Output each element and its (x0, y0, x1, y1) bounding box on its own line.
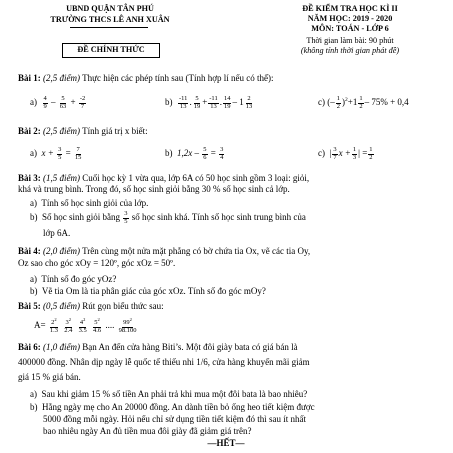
q2-c-frac3 (368, 147, 373, 161)
q1-a-f1d: 9 (43, 102, 47, 110)
q1-label: Bài 1: (18, 73, 41, 83)
q1-c-f1n: 1 (336, 95, 340, 102)
q5-n2: $3^2$ (65, 317, 72, 327)
q2-prompt: Tính giá trị x biết: (82, 126, 148, 136)
q3-line1 (18, 173, 309, 183)
q2-b-frac2 (219, 147, 224, 161)
q4-a-text: Tính số đo góc yOz? (41, 274, 117, 284)
q5-expression (34, 318, 138, 334)
q2-c-f3d: 2 (369, 153, 373, 161)
q5-d1: 1.3 (49, 326, 58, 334)
q1-b-f5d: 13 (245, 102, 253, 110)
q2-a-f2n: 7 (76, 146, 80, 153)
q1-prompt: Thực hiện các phép tính sau (Tính hợp lí nếu có thể): (82, 73, 274, 83)
q1-b-f1d: 13 (179, 102, 187, 110)
q3-b-t2: số học sinh khá. Tính số học sinh trung bình của (131, 212, 306, 223)
q2-a-frac1 (57, 147, 62, 161)
q4-b-label: b) (30, 286, 38, 296)
q5-frac1 (49, 318, 59, 334)
q1-c-t3: +1 (347, 97, 358, 108)
q1-b-t2: + (202, 97, 208, 108)
q1-b-frac2 (193, 96, 202, 110)
q2-label: Bài 2: (18, 126, 41, 136)
q1-b-frac3 (208, 96, 218, 110)
q6-part-b (30, 402, 315, 412)
q1-b-f5n: 2 (247, 95, 251, 102)
q6-b-line3: bao nhiêu ngày An đủ tiền mua đôi giày đã giảm giá trên? (43, 426, 252, 436)
q5-d2: 2.4 (64, 326, 73, 334)
q2-part-b (165, 147, 225, 161)
q1-a-f2n: 5 (61, 95, 65, 102)
q4-points: (2,0 điểm) (43, 246, 81, 256)
q1-a-op1: – (51, 97, 56, 108)
q1-b-frac1 (178, 96, 188, 110)
q1-b-label: b) (165, 97, 173, 108)
q5-label: Bài 5: (18, 301, 41, 311)
q2-a-f1n: 3 (58, 146, 62, 153)
exam-duration: Thời gian làm bài: 90 phút (306, 36, 394, 45)
q5-n3: $4^2$ (79, 317, 86, 327)
q3-b-frac (123, 211, 128, 225)
q1-part-a (30, 96, 87, 110)
school-district: UBND QUẬN TÂN PHÚ (66, 4, 154, 13)
subject-grade: MÔN: TOÁN - LỚP 6 (311, 24, 389, 33)
q6-b-line1: Hằng ngày mẹ cho An 20000 đồng. An dành tiền bỏ ống heo tiết kiệm được (42, 402, 315, 412)
official-exam-box: ĐỀ CHÍNH THỨC (62, 43, 160, 58)
q4-label: Bài 4: (18, 246, 41, 256)
q1-a-label: a) (30, 97, 37, 108)
q2-a-f1d: 5 (58, 153, 62, 161)
q6-line3: giá 15 % giá bán. (18, 372, 81, 382)
q5-n4: $5^2$ (94, 317, 100, 327)
q1-a-frac1 (43, 96, 48, 110)
q2-c-t3: | = (358, 148, 368, 159)
q3-part-b (30, 211, 306, 225)
exam-title: ĐỀ KIỂM TRA HỌC KÌ II (302, 4, 398, 13)
q2-a-frac2 (74, 147, 83, 161)
q2-b-t2: = (210, 148, 216, 159)
q4-a-label: a) (30, 274, 37, 284)
q3-b-fn: 3 (124, 210, 128, 217)
q1-a-f1n: 4 (43, 95, 47, 102)
q5-n5: $99^2$ (123, 317, 132, 327)
q2-b-f1n: 5 (203, 146, 207, 153)
q1-c-frac2 (358, 96, 363, 110)
q2-c-f3n: 1 (369, 146, 373, 153)
q2-part-c (318, 147, 375, 161)
q1-b-t1: . (189, 97, 192, 108)
q2-c-t1: | (329, 148, 332, 159)
q4-part-b (30, 286, 266, 296)
q1-c-f1d: 2 (336, 102, 340, 110)
q2-c-t2: x + (338, 148, 351, 159)
q1-c-t1: (– (327, 97, 335, 108)
q2-part-a (30, 147, 83, 161)
q2-points: (2,5 điểm) (43, 126, 81, 136)
q2-b-label: b) (165, 148, 173, 159)
q3-b-label: b) (30, 212, 38, 223)
exam-duration-note: (không tính thời gian phát đề) (300, 46, 400, 55)
q2-a-t1: x + (41, 148, 54, 159)
q5-n1: $2^2$ (51, 317, 57, 327)
q1-a-f3n: -2 (79, 95, 86, 102)
q1-points: (2,5 điểm) (43, 73, 81, 83)
q5-frac4 (92, 318, 102, 334)
q1-b-f3d: 13 (210, 102, 217, 110)
q1-c-f2n: 1 (359, 95, 363, 102)
q5-prompt: Rút gọn biểu thức sau: (82, 301, 164, 311)
q4-part-a (30, 274, 116, 284)
q5-d4: 4.6 (92, 326, 102, 334)
q5-dots: .... (105, 320, 115, 331)
q1-b-f2d: 19 (193, 102, 201, 110)
q1-b-frac5 (245, 96, 254, 110)
q1-b-f4n: 14 (223, 95, 231, 102)
q1-a-op2: + (70, 97, 76, 108)
q6-b-line2: 5000 đồng mỗi ngày. Hỏi nếu chỉ sử dụng tiền tiết kiệm đó thì sau ít nhất (43, 414, 307, 424)
q1-a-frac2 (59, 96, 68, 110)
q3-text1: Cuối học kỳ 1 vừa qua, lớp 6A có 50 học sinh gồm 3 loại: giỏi, (82, 173, 310, 183)
q2-b-f2n: 3 (220, 146, 224, 153)
q1-b-f4d: 19 (223, 102, 231, 110)
q5-frac3 (78, 318, 88, 334)
q2-a-t2: = (65, 148, 71, 159)
q1-c-f2d: 2 (359, 102, 363, 110)
q1-heading (18, 73, 273, 83)
q6-line1 (18, 342, 298, 352)
q4-line1 (18, 246, 310, 256)
q3-a-label: a) (30, 198, 37, 208)
q2-b-f2d: 4 (220, 153, 224, 161)
school-year: NĂM HỌC: 2019 - 2020 (307, 14, 393, 23)
q3-b-fd: 5 (124, 217, 128, 225)
q1-b-frac4 (223, 96, 232, 110)
q6-label: Bài 6: (18, 342, 41, 352)
header-underline (70, 27, 148, 28)
q2-c-f2d: 3 (352, 153, 357, 161)
q1-c-exp: 2 (345, 97, 348, 104)
q1-a-f3d: 7 (80, 102, 85, 110)
q5-points: (0,5 điểm) (43, 301, 81, 311)
q6-a-label: a) (30, 389, 37, 399)
q1-c-t4: – 75% + 0,4 (364, 97, 409, 108)
q2-c-frac2 (352, 147, 357, 161)
q5-heading (18, 301, 164, 311)
q1-a-frac3 (79, 96, 86, 110)
q5-d3: 3.5 (78, 326, 87, 334)
q2-c-f1d: 7 (333, 153, 337, 161)
q3-b-line2: lớp 6A. (43, 228, 71, 238)
q3-a-text: Tính số học sinh giỏi của lớp. (41, 198, 149, 208)
q1-part-c (318, 96, 409, 110)
q1-part-b (165, 96, 254, 110)
q4-text1: Trên cùng một nửa mặt phẳng có bờ chứa tia Ox, vẽ các tia Oy, (82, 246, 311, 256)
q1-a-f2d: 63 (59, 102, 67, 110)
q4-line2: Oz sao cho góc xOy = 120º, góc xOz = 50º. (18, 258, 176, 268)
q2-a-f2d: 15 (74, 153, 82, 161)
q1-c-label: c) (318, 97, 325, 108)
q6-b-label: b) (30, 402, 38, 412)
q6-part-a (30, 389, 307, 399)
q1-b-f3n: -11 (209, 95, 218, 102)
q3-part-a (30, 198, 148, 208)
q6-a-text: Sau khi giảm 15 % số tiền An phải trả khi mua một đôi bata là bao nhiêu? (41, 389, 308, 399)
q5-frac5 (118, 318, 138, 334)
q1-c-frac1 (336, 96, 341, 110)
q2-b-frac1 (202, 147, 207, 161)
q6-line2: 400000 đồng. Nhân dịp ngày lễ quốc tế thiếu nhi 1/6, cửa hàng khuyến mãi giảm (18, 357, 310, 367)
q1-b-f2n: 5 (195, 95, 199, 102)
q2-a-label: a) (30, 148, 37, 159)
q6-text1: Bạn An đến cửa hàng Biti’s. Một đôi giày bata có giá bán là (82, 342, 298, 352)
q3-line2: khá và trung bình. Trong đó, số học sinh giỏi bằng 30 % số học sinh cả lớp. (18, 184, 290, 194)
q2-c-frac1 (329, 146, 337, 161)
q1-b-t4: – 1 (232, 97, 244, 108)
q2-c-f2n: 1 (352, 146, 357, 153)
q2-c-f1n: 3 (333, 146, 337, 153)
q1-b-t3: . (219, 97, 222, 108)
q5-d5: 98.100 (118, 326, 137, 334)
q3-b-t1: Số học sinh giỏi bằng (42, 212, 120, 223)
q5-lhs: A= (34, 320, 46, 331)
school-name: TRƯỜNG THCS LÊ ANH XUÂN (50, 15, 170, 24)
q1-c-t2: ) (342, 97, 345, 108)
q3-label: Bài 3: (18, 173, 41, 183)
q6-points: (1,0 điểm) (43, 342, 81, 352)
q5-frac2 (63, 318, 73, 334)
end-marker: —HẾT— (207, 438, 245, 448)
q3-points: (1,5 điểm) (43, 173, 81, 183)
q2-b-t1: 1,2x – (177, 148, 199, 159)
q2-heading (18, 126, 148, 136)
q2-b-f1d: 6 (203, 153, 207, 161)
q1-b-f1n: -11 (179, 95, 188, 102)
q4-b-text: Vẽ tia Om là tia phân giác của góc xOz. Tính số đo góc mOy? (41, 286, 266, 296)
q2-c-label: c) (318, 148, 325, 159)
